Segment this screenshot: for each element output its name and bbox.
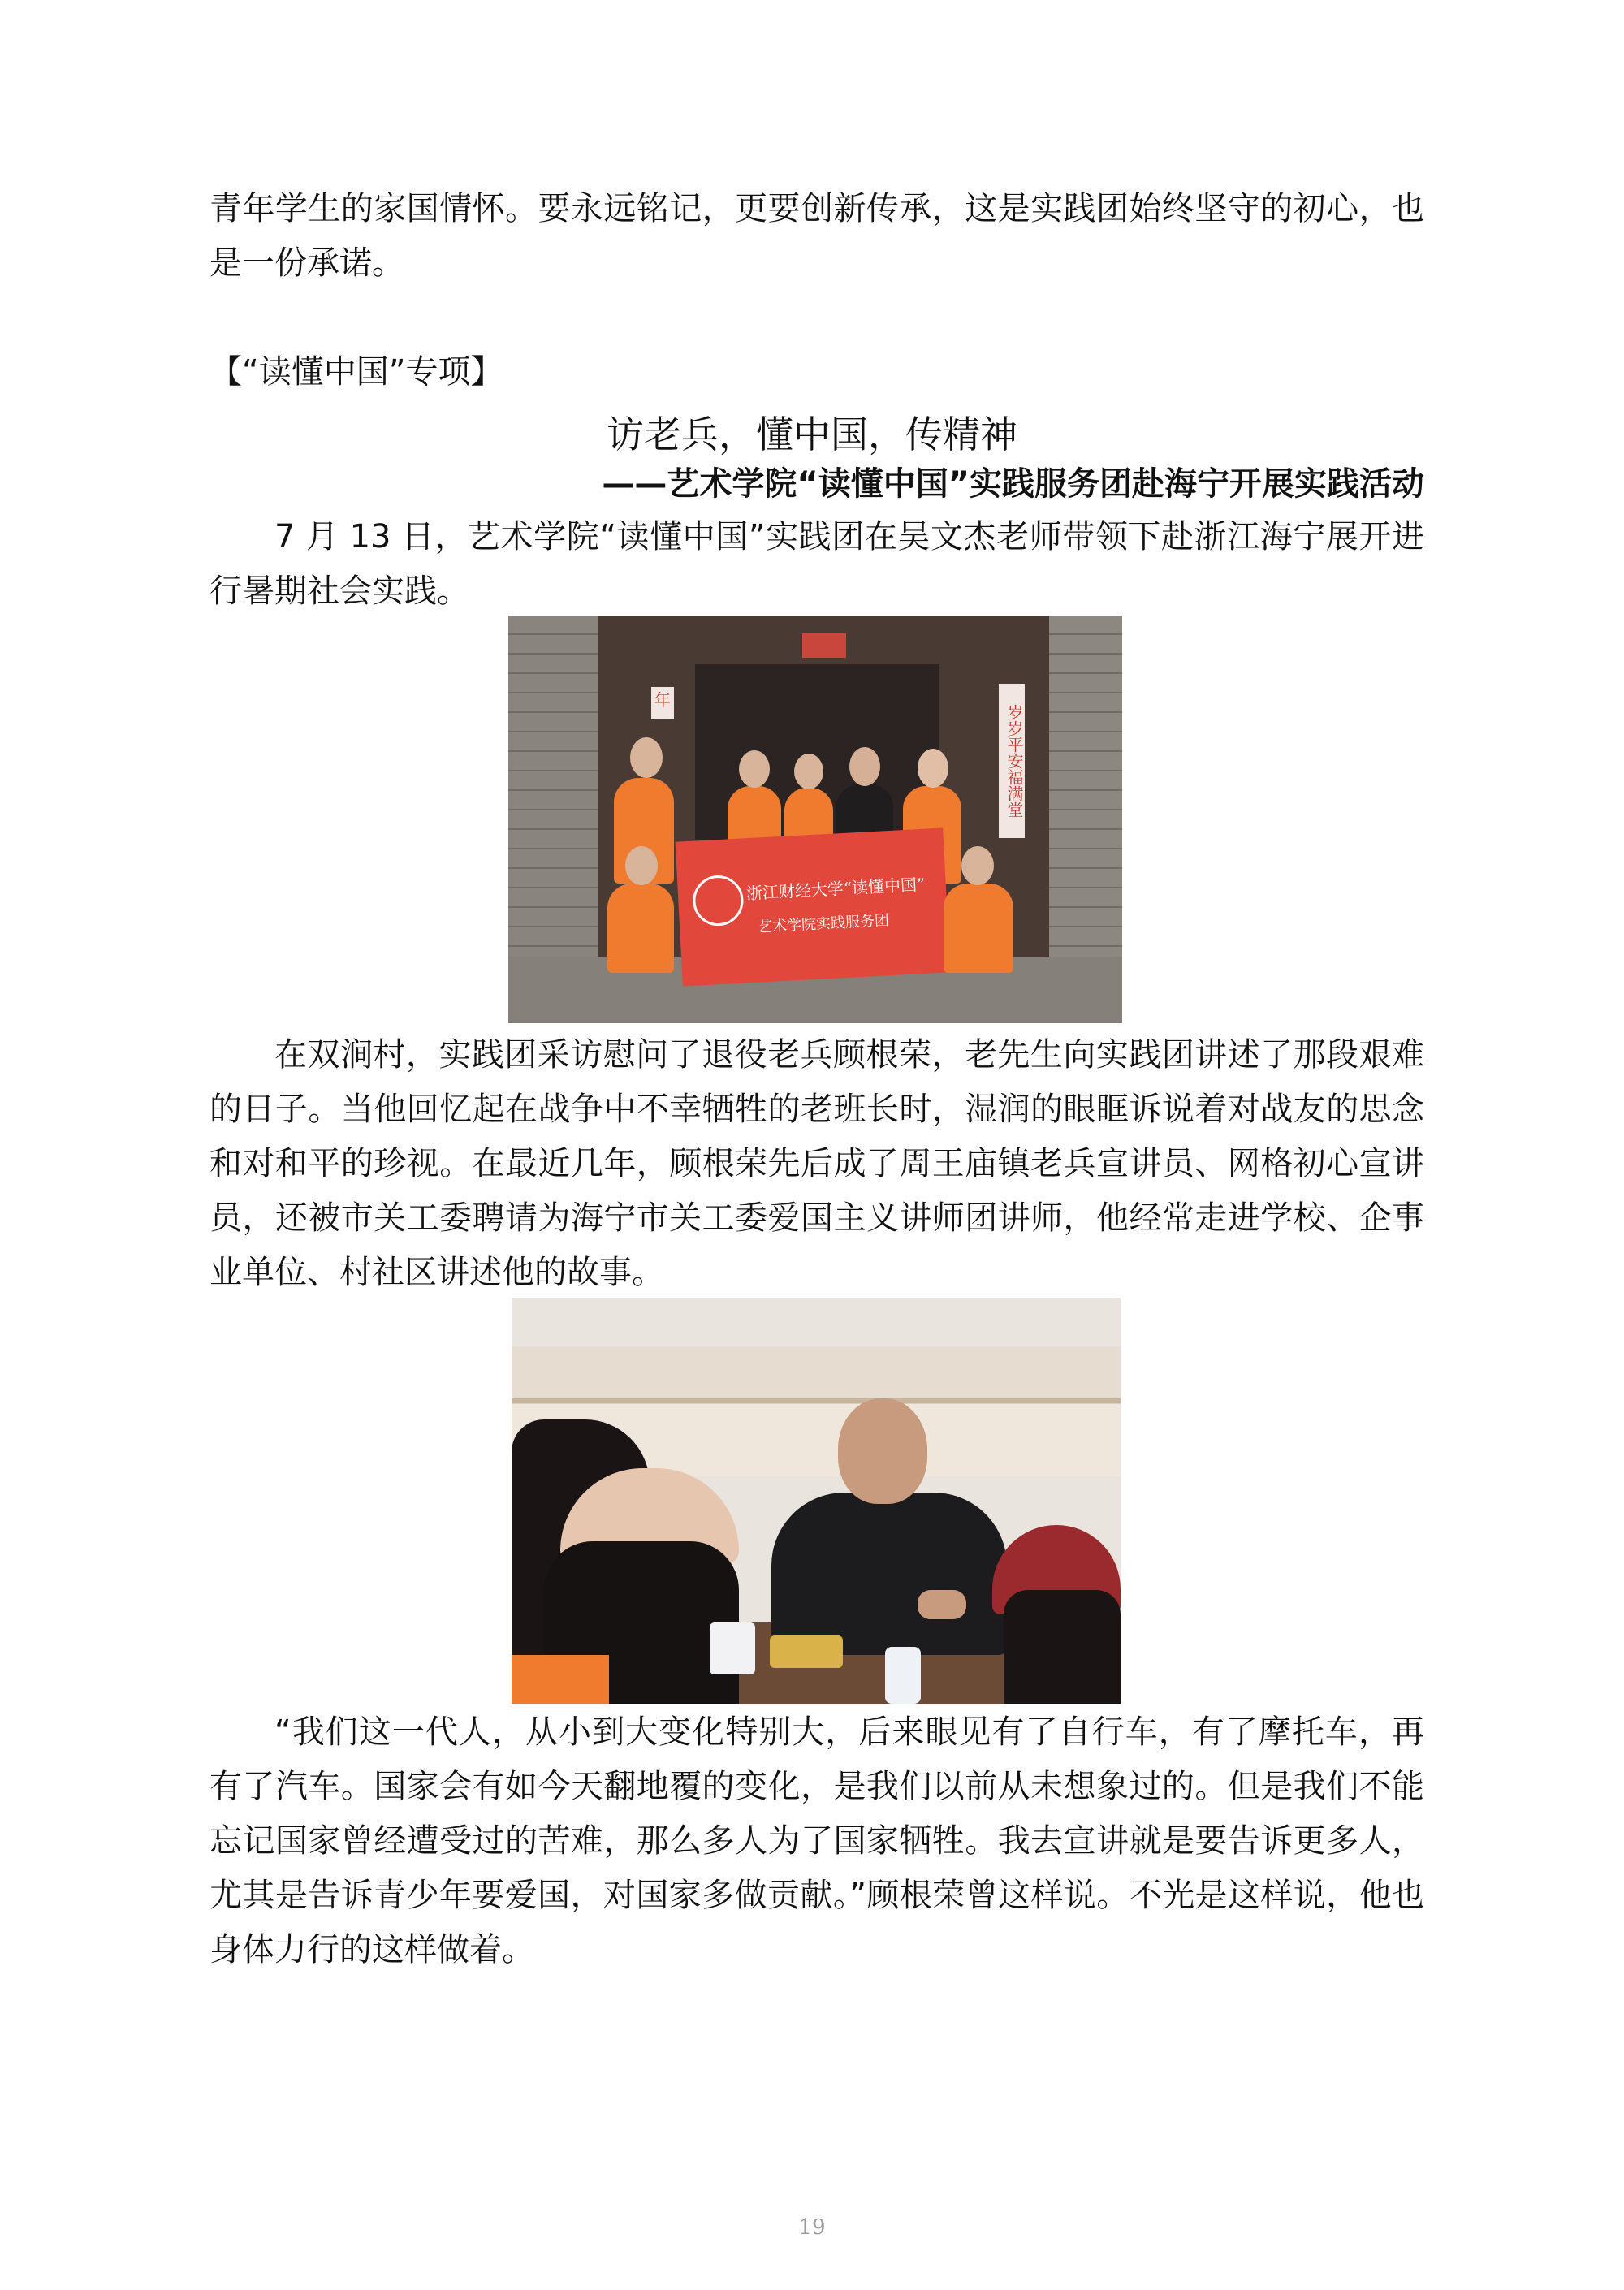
photo-veteran-head <box>838 1398 927 1504</box>
page-number: 19 <box>798 2215 826 2240</box>
photo-person-head <box>794 754 823 789</box>
photo-veteran-body <box>771 1493 1007 1655</box>
photo-banner <box>676 827 951 986</box>
photo-person <box>944 884 1013 973</box>
photo-veteran-hand <box>918 1590 966 1619</box>
photo-banner-line2: 艺术学院实践服务团 <box>757 912 890 936</box>
photo-student-right-hair <box>1004 1590 1121 1704</box>
photo-couplet-right <box>999 684 1025 838</box>
photo-couplet-left <box>651 687 674 719</box>
photo-student-shirt <box>512 1655 609 1704</box>
continuation-paragraph: 青年学生的家国情怀。要永远铭记，更要创新传承，这是实践团始终坚守的初心，也是一份承诺。 <box>209 190 1424 282</box>
photo-table-item <box>770 1635 843 1668</box>
photo-person-head <box>739 750 770 788</box>
interview-photo <box>512 1298 1121 1704</box>
photo-door-sign <box>802 633 846 658</box>
section-label: 【“读懂中国”专项】 <box>209 353 503 391</box>
photo-person-head <box>918 749 948 788</box>
photo-person-head <box>849 747 880 786</box>
photo-banner-emblem <box>692 875 745 927</box>
group-photo <box>508 616 1122 1023</box>
photo-person-head <box>961 846 994 885</box>
photo-person-head <box>630 737 663 778</box>
photo-table-item <box>885 1647 921 1704</box>
photo-table-item <box>710 1622 755 1674</box>
article-title: 访老兵，懂中国，传精神 <box>607 413 1017 456</box>
intro-paragraph: 7 月 13 日，艺术学院“读懂中国”实践团在吴文杰老师带领下赴浙江海宁展开进行暑期社会实践。 <box>209 518 1424 610</box>
quote-paragraph: “我们这一代人，从小到大变化特别大，后来眼见有了自行车，有了摩托车，再有了汽车。国家会有如今天翻地覆的变化，是我们以前从未想象过的。但是我们不能忘记国家曾经遭受过的苦难，那么多人为了国家牺牲。我去宣讲就是要告诉更多人，尤其是告诉青少年要爱国，对国家多做贡献。”顾根荣曾这样说。不光是这样说，他也身体力行的这样做着。 <box>209 1713 1424 1968</box>
photo-person <box>607 884 674 973</box>
photo-couplet-left-text: 年 <box>654 690 671 710</box>
photo-person-head <box>625 846 658 885</box>
article-subtitle: ——艺术学院“读懂中国”实践服务团赴海宁开展实践活动 <box>602 465 1424 503</box>
photo-banner-line1: 浙江财经大学“读懂中国” <box>745 874 926 904</box>
photo-couplet-right-text: 岁岁平安福满堂 <box>1004 704 1024 818</box>
village-paragraph: 在双涧村，实践团采访慰问了退役老兵顾根荣，老先生向实践团讲述了那段艰难的日子。当他回忆起在战争中不幸牺牲的老班长时，湿润的眼眶诉说着对战友的思念和对和平的珍视。在最近几年，顾根荣先后成了周王庙镇老兵宣讲员、网格初心宣讲员，还被市关工委聘请为海宁市关工委爱国主义讲师团讲师，他经常走进学校、企事业单位、村社区讲述他的故事。 <box>209 1036 1424 1291</box>
